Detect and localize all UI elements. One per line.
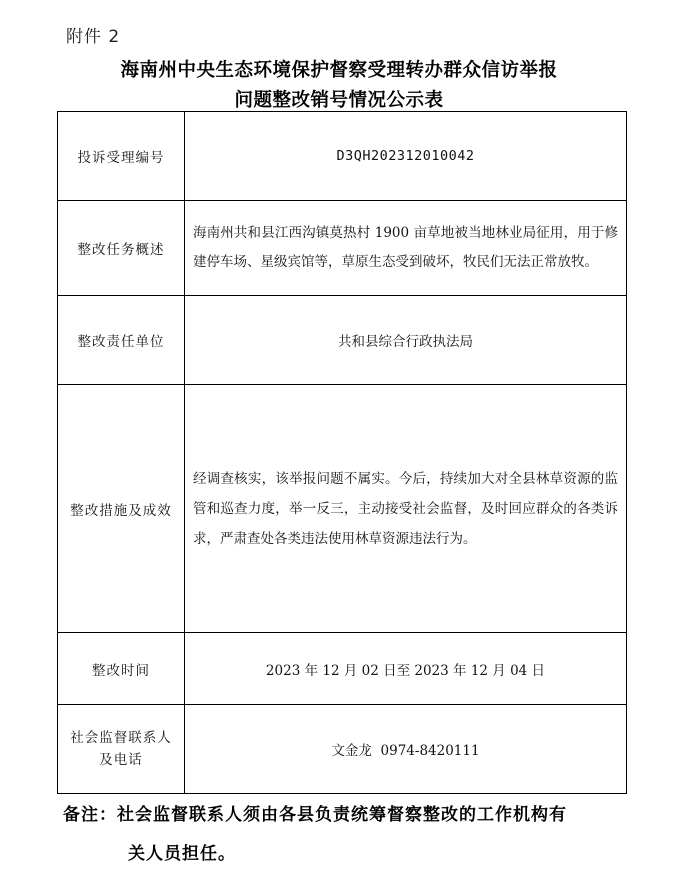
contact-label-line1: 社会监督联系人 [70,730,172,746]
measures-label: 整改措施及成效 [58,385,185,633]
complaint-id-value: D3QH202312010042 [185,112,627,201]
contact-value: 文金龙 0974-8420111 [185,705,627,794]
table-row-contact [58,705,627,794]
document-title-line2: 问题整改销号情况公示表 [234,90,444,111]
table-row-rectify-time [58,633,627,705]
table-row-measures [58,385,627,633]
measures-value: 经调查核实，该举报问题不属实。今后，持续加大对全县林草资源的监管和巡查力度，举一反三，主动接受社会监督，及时回应群众的各类诉求，严肃查处各类违法使用林草资源违法行为。 [185,385,627,633]
attachment-label: 附件 2 [66,27,121,47]
note-line2: 关人员担任。 [128,844,236,864]
responsible-unit-label: 整改责任单位 [58,296,185,385]
note-line1: 备注：社会监督联系人须由各县负责统筹督察整改的工作机构有 [63,805,567,825]
table-row-task-summary [58,201,627,296]
task-summary-value: 海南州共和县江西沟镇莫热村 1900 亩草地被当地林业局征用，用于修建停车场、星级宾馆等，草原生态受到破坏，牧民们无法正常放牧。 [185,201,627,296]
document-title-line1: 海南州中央生态环境保护督察受理转办群众信访举报 [120,60,558,81]
table-row-complaint-id [58,112,627,201]
contact-label [58,705,185,794]
rectify-time-value: 2023 年 12 月 02 日至 2023 年 12 月 04 日 [185,633,627,705]
task-summary-label: 整改任务概述 [58,201,185,296]
complaint-id-label: 投诉受理编号 [58,112,185,201]
table-row-responsible-unit [58,296,627,385]
contact-label-line2: 及电话 [99,752,143,768]
rectify-time-label: 整改时间 [58,633,185,705]
responsible-unit-value: 共和县综合行政执法局 [185,296,627,385]
disclosure-table [57,111,627,794]
